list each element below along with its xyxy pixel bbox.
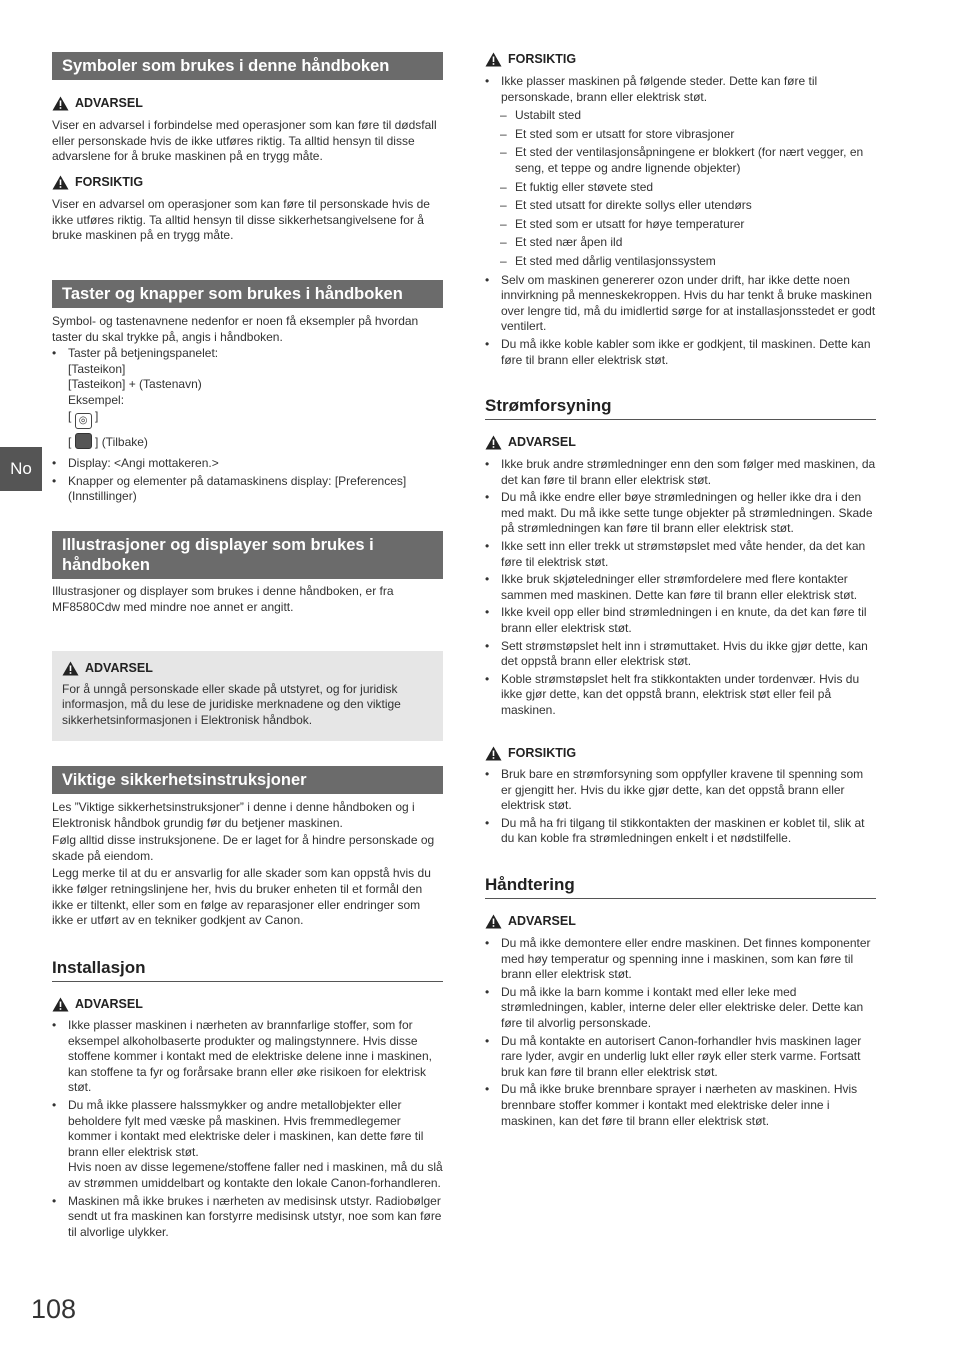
warning-triangle-icon — [52, 997, 69, 1012]
section-title-illustrations: Illustrasjoner og displayer som brukes i håndboken — [52, 531, 443, 579]
section-title-symbols: Symboler som brukes i denne håndboken — [52, 52, 443, 80]
warning-label: ADVARSEL — [62, 661, 433, 677]
key-example-back: [ ] (Tilbake) — [68, 435, 148, 450]
list-item: – Et sted nær åpen ild — [485, 235, 876, 251]
warning-triangle-icon — [485, 914, 502, 929]
warning-triangle-icon — [485, 435, 502, 450]
caution-label: FORSIKTIG — [52, 175, 443, 191]
list-item: • Du må ikke endre eller bøye strømledningen og heller ikke dra i den med makt. Du må ikke sette tunge objekter på strømledningen. Skade på strømledningen kan føre til brann eller elektrisk støt. — [485, 490, 876, 537]
list-item: • Ikke plasser maskinen på følgende steder. Dette kan føre til personskade, brann eller elektrisk støt. – Ustabilt sted – Et sted som er utsatt for store vibrasjoner – Et sted der ventilasjonsåpningene er blokkert (for nært vegger, en seng, et teppe og andre lignende objekter) – Et fuktig eller støvete sted – Et sted utsatt for direkte sollys eller utendørs – Et sted som er utsatt for høye temperaturer – Et sted nær åpen ild – Et sted med dårlig ventilasjonssystem — [485, 74, 876, 270]
list-item: • Du må ikke plassere halssmykker og andre metallobjekter eller beholdere fylt med væske på maskinen. Hvis fremmedlegemer kommer i kontakt med elektriske deler i maskinen, kan dette føre til brann eller elektrisk støt. Hvis noen av disse legemene/stoffene faller ned i maskinen, må du slå av strømmen umiddelbart og kontakte den lokale Canon-forhandleren. — [52, 1098, 443, 1192]
warning-description: Viser en advarsel i forbindelse med operasjoner som kan føre til dødsfall eller personskade hvis de ikke utføres riktig. Ta alltid hensyn til disse advarslene for å bruke maskinen på en trygg måte. — [52, 118, 437, 164]
section-heading-installation: Installasjon — [52, 960, 443, 982]
list-item: – Et sted utsatt for direkte sollys eller utendørs — [485, 198, 876, 214]
warning-label: ADVARSEL — [52, 997, 443, 1013]
placement-caution-list — [485, 74, 876, 368]
list-item: • Sett strømstøpslet helt inn i strømuttaket. Hvis du ikke gjør dette, kan det oppstå brann eller elektrisk støt. — [485, 639, 876, 670]
key-example-home: [ ◎ ] — [68, 409, 443, 429]
language-tab: No — [0, 447, 42, 491]
list-item: • Du må kontakte en autorisert Canon-forhandler hvis maskinen lager rare lyder, avgir en underlig lukt eller røyk eller sterk varme. Fortsatt bruk kan føre til brann eller elektrisk støt. — [485, 1034, 876, 1081]
list-item: • Ikke kveil opp eller bind strømledningen i en knute, da det kan føre til brann eller elektrisk støt. — [485, 605, 876, 636]
list-item: – Et sted som er utsatt for høye temperaturer — [485, 217, 876, 233]
home-key-icon: ◎ — [75, 413, 92, 429]
list-item: • Ikke plasser maskinen i nærheten av brannfarlige stoffer, som for eksempel alkoholbaserte produkter og malingstynnere. Hvis disse stoffene kommer i kontakt med de elektriske delene inne i maskinen, kan stoffene ta fyr og forårsake brann eller øke risikoen for elektrisk støt. — [52, 1018, 443, 1096]
warning-label: ADVARSEL — [485, 435, 876, 451]
warning-triangle-icon — [62, 661, 79, 676]
power-caution-list — [485, 767, 876, 847]
keys-intro: Symbol- og tastenavnene nedenfor er noen få eksempler på hvordan taster du skal trykke på, angis i håndboken. — [52, 314, 419, 344]
warning-label: ADVARSEL — [52, 96, 443, 112]
warning-label: ADVARSEL — [485, 914, 876, 930]
list-item: – Et sted med dårlig ventilasjonssystem — [485, 254, 876, 270]
section-title-safety: Viktige sikkerhetsinstruksjoner — [52, 766, 443, 794]
section-heading-power: Strømforsyning — [485, 398, 876, 420]
list-item: • Du må ikke demontere eller endre maskinen. Det finnes komponenter med høy temperatur og spenning inne i maskinen, som kan føre til brann eller elektrisk støt. — [485, 936, 876, 983]
warning-triangle-icon — [485, 52, 502, 67]
list-item: – Et sted der ventilasjonsåpningene er blokkert (for nært vegger, en seng, et teppe og andre lignende objekter) — [485, 145, 876, 176]
list-item: • Display: <Angi mottakeren.> — [52, 456, 443, 472]
keys-list — [52, 346, 443, 505]
warning-triangle-icon — [52, 96, 69, 111]
caution-label: FORSIKTIG — [485, 52, 876, 68]
page-number: 108 — [31, 1294, 77, 1324]
handling-warning-list — [485, 936, 876, 1129]
warning-box — [52, 651, 443, 741]
safety-intro: Les ”Viktige sikkerhetsinstruksjoner” i denne i denne håndboken og i Elektronisk håndbok grundig før du betjener maskinen. Følg alltid disse instruksjonene. De er laget for å hindre personskade og skade på eiendom. Legg merke til at du er ansvarlig for alle skader som kan oppstå hvis du ikke følger retningslinjene her, hvis du bruker enheten til et formål den ikke er tiltenkt, eller som en følge av reparasjoner eller endringer som ikke er utført av en tekniker godkjent av Canon. — [52, 800, 435, 928]
location-sublist — [485, 108, 876, 269]
warning-triangle-icon — [52, 175, 69, 190]
list-item: – Et sted som er utsatt for store vibrasjoner — [485, 127, 876, 143]
list-item: • Du må ikke koble kabler som ikke er godkjent, til maskinen. Dette kan føre til brann eller elektrisk støt. — [485, 337, 876, 368]
list-item: • Bruk bare en strømforsyning som oppfyller kravene til spenning som er gjengitt her. Hvis du ikke gjør dette, kan det oppstå brann eller elektrisk støt. — [485, 767, 876, 814]
back-key-icon — [75, 433, 92, 449]
list-item: • Du må ha fri tilgang til stikkontakten der maskinen er koblet til, slik at du kan koble fra strømledningen enkelt i et nødstilfelle. — [485, 816, 876, 847]
list-item: • Maskinen må ikke brukes i nærheten av medisinsk utstyr. Radiobølger sendt ut fra maskinen kan forstyrre medisinsk utstyr, noe som kan føre til alvorlige ulykker. — [52, 1194, 443, 1241]
caution-description: Viser en advarsel om operasjoner som kan føre til personskade hvis de ikke utføres riktig. Ta alltid hensyn til disse sikkerhetsangivelsene for å bruke maskinen på en trygg måte. — [52, 197, 430, 243]
list-item: • Knapper og elementer på datamaskinens display: [Preferences] (Innstillinger) — [52, 474, 443, 505]
installation-warning-list — [52, 1018, 443, 1240]
list-item: • Ikke sett inn eller trekk ut strømstøpslet med våte hender, da det kan føre til elektrisk støt. — [485, 539, 876, 570]
caution-label: FORSIKTIG — [485, 746, 876, 762]
illustrations-text: Illustrasjoner og displayer som brukes i denne håndboken, er fra MF8580Cdw med mindre noe annet er angitt. — [52, 584, 394, 614]
warning-triangle-icon — [485, 746, 502, 761]
warning-box-text: For å unngå personskade eller skade på utstyret, og for juridisk informasjon, må du lese de juridiske merknadene og den viktige sikkerhetsinformasjonen i Elektronisk håndbok. — [62, 681, 401, 727]
list-item: • Du må ikke bruke brennbare sprayer i nærheten av maskinen. Hvis brennbare stoffer kommer i kontakt med elektriske deler inne i maskinen, kan det føre til brann eller elektrisk støt. — [485, 1082, 876, 1129]
section-title-keys: Taster og knapper som brukes i håndboken — [52, 280, 443, 308]
list-item: – Et fuktig eller støvete sted — [485, 180, 876, 196]
list-item: • Ikke bruk andre strømledninger enn den som følger med maskinen, da det kan føre til brann eller elektrisk støt. — [485, 457, 876, 488]
section-heading-handling: Håndtering — [485, 877, 876, 899]
list-item: – Ustabilt sted — [485, 108, 876, 124]
list-item: • Taster på betjeningspanelet: [Tasteikon] [Tasteikon] + (Tastenavn) Eksempel: [ ◎ ] [ ] (Tilbake) — [52, 346, 443, 451]
list-item: • Selv om maskinen genererer ozon under drift, har ikke dette noen innvirkning på menneskekroppen. Hvis du har tenkt å bruke maskinen over lengre tid, må du imidlertid sørge for at installasjonsstedet er godt ventilert. — [485, 273, 876, 335]
list-item: • Ikke bruk skjøteledninger eller strømfordelere med flere kontakter sammen med maskinen. Dette kan føre til brann eller elektrisk støt. — [485, 572, 876, 603]
list-item: • Koble strømstøpslet helt fra stikkontakten under tordenvær. Hvis du ikke gjør dette, kan det oppstå brann, elektrisk støt eller feil på maskinen. — [485, 672, 876, 719]
power-warning-list — [485, 457, 876, 719]
list-item: • Du må ikke la barn komme i kontakt med eller leke med strømledningen, kabler, interne deler eller elektriske deler. Dette kan føre til alvorlig personskade. — [485, 985, 876, 1032]
